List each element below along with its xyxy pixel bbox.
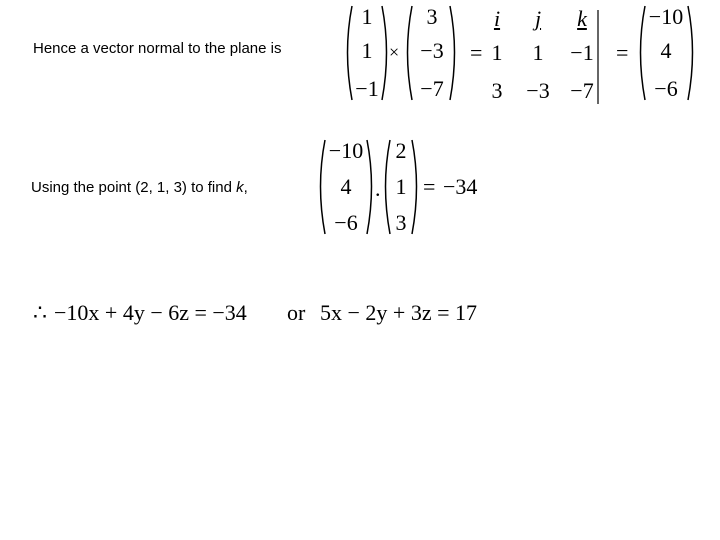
det-row2-cell: −7 xyxy=(570,78,594,103)
dot-product-result: −34 xyxy=(443,174,478,199)
vector-2-entry: 3 xyxy=(426,4,438,29)
det-row2-cell: −3 xyxy=(526,78,550,103)
dot-symbol: . xyxy=(375,176,381,201)
result-entry: 4 xyxy=(660,38,672,63)
vector-2-entry: −7 xyxy=(420,76,444,101)
equals-sign: = xyxy=(470,40,483,65)
vector-1-entry: −1 xyxy=(355,76,379,101)
vector-1-entry: 1 xyxy=(361,4,373,29)
det-row1-cell: 1 xyxy=(491,40,503,65)
plane-equation-2: 5x − 2y + 3z = 17 xyxy=(320,300,477,325)
dot-vector-2-entry: 1 xyxy=(395,174,407,199)
normal-vector-label: Hence a vector normal to the plane is xyxy=(33,40,282,57)
det-row1-cell: 1 xyxy=(532,40,544,65)
det-row2-cell: 3 xyxy=(491,78,503,103)
therefore-symbol: ∴ xyxy=(33,300,47,325)
paren-right xyxy=(688,6,693,100)
dot-vector-1-entry: −10 xyxy=(328,138,364,163)
or-word: or xyxy=(287,300,306,325)
dot-vector-2-entry: 2 xyxy=(395,138,407,163)
det-row1-cell: −1 xyxy=(570,40,594,65)
point-label-suffix: , xyxy=(243,179,248,196)
det-header-j: j xyxy=(534,6,542,31)
dot-vector-1-entry: 4 xyxy=(340,174,352,199)
det-header-k: k xyxy=(577,6,587,31)
point-label-var: k xyxy=(236,179,244,196)
dot-vector-1-entry: −6 xyxy=(334,210,358,235)
point-label xyxy=(31,179,248,196)
point-label-text: Using the point (2, 1, 3) to find xyxy=(31,179,237,196)
equals-sign: = xyxy=(423,174,436,199)
cross-symbol: × xyxy=(389,42,400,62)
equals-sign: = xyxy=(616,40,629,65)
vector-2-entry: −3 xyxy=(420,38,444,63)
dot-vector-2-entry: 3 xyxy=(395,210,407,235)
result-entry: −10 xyxy=(648,4,684,29)
plane-equation-1: −10x + 4y − 6z = −34 xyxy=(54,300,247,325)
vector-1-entry: 1 xyxy=(361,38,373,63)
det-header-i: i xyxy=(493,6,501,31)
result-entry: −6 xyxy=(654,76,678,101)
